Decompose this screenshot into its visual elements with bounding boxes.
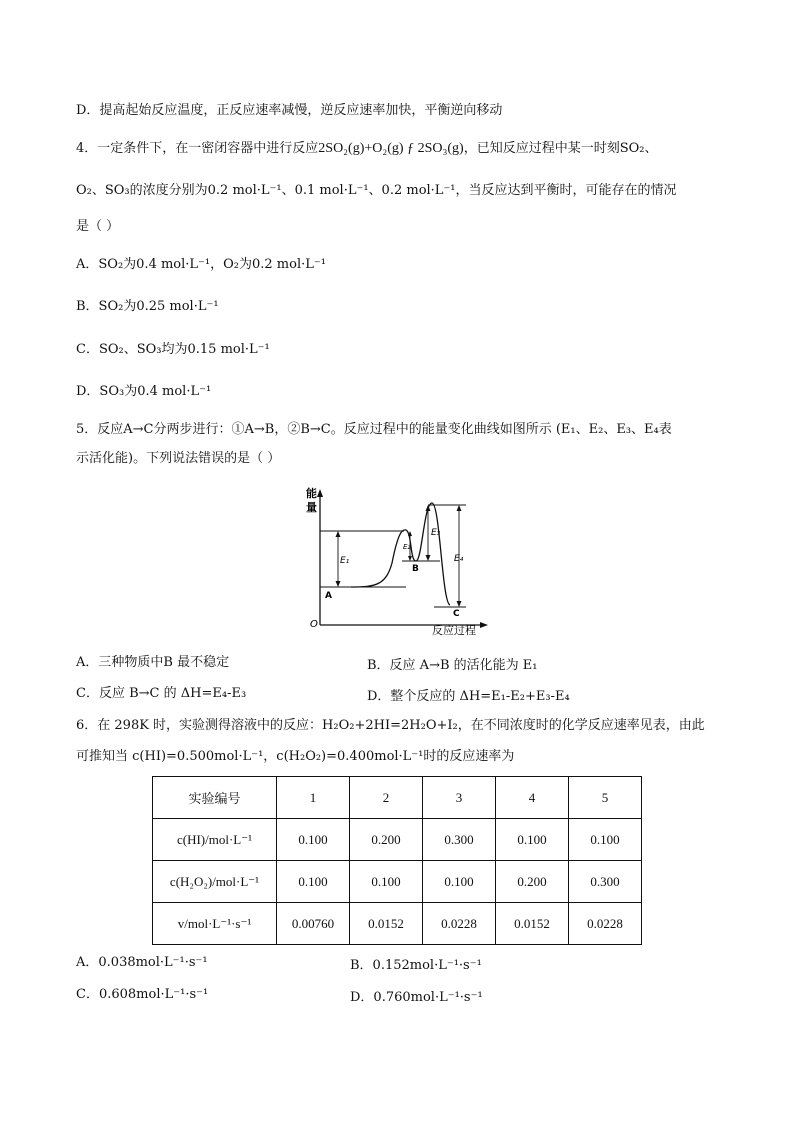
state-a-label: A bbox=[325, 591, 332, 601]
q4-option-a: A．SO₂为0.4 mol·L⁻¹，O₂为0.2 mol·L⁻¹ bbox=[76, 257, 326, 272]
table-row bbox=[153, 861, 642, 903]
table-cell: 0.0152 bbox=[350, 903, 423, 945]
table-header-cell: 1 bbox=[277, 777, 350, 819]
table-cell: 0.100 bbox=[277, 861, 350, 903]
state-b-label: B bbox=[412, 564, 419, 574]
q6-option-d: D．0.760mol·L⁻¹·s⁻¹ bbox=[350, 990, 483, 1005]
q4-stem-line-1 bbox=[76, 140, 657, 158]
table-cell: 0.300 bbox=[423, 819, 496, 861]
table-header-cell: 3 bbox=[423, 777, 496, 819]
table-cell: 0.100 bbox=[350, 861, 423, 903]
e4-label: E₄ bbox=[454, 554, 464, 564]
y-label-2: 量 bbox=[306, 501, 317, 514]
reaction-curve bbox=[351, 503, 450, 605]
q4-option-d: D．SO₃为0.4 mol·L⁻¹ bbox=[76, 384, 212, 399]
q6-stem-line-2: 可推知当 c(HI)=0.500mol·L⁻¹，c(H₂O₂)=0.400mol·L⁻¹时的反应速率为 bbox=[76, 749, 515, 764]
x-axis-arrow bbox=[480, 622, 488, 628]
energy-diagram bbox=[306, 483, 496, 639]
table-cell: 0.200 bbox=[350, 819, 423, 861]
q6-stem-line-1: 6．在 298K 时，实验测得溶液中的反应：H₂O₂+2HI=2H₂O+I₂，在不同浓度时的化学反应速率见表，由此 bbox=[76, 718, 705, 733]
rate-table bbox=[152, 776, 642, 945]
q4-option-c: C．SO₂、SO₃均为0.15 mol·L⁻¹ bbox=[76, 342, 270, 357]
table-cell: 0.0228 bbox=[423, 903, 496, 945]
table-cell: 0.0228 bbox=[569, 903, 642, 945]
q4-stem-line-2: O₂、SO₃的浓度分别为0.2 mol·L⁻¹、0.1 mol·L⁻¹、0.2 mol·L⁻¹，当反应达到平衡时，可能存在的情况 bbox=[76, 183, 677, 198]
table-cell: c(HI)/mol·L⁻¹ bbox=[153, 819, 277, 861]
q5-option-a: A．三种物质中B 最不稳定 bbox=[76, 655, 230, 670]
table-cell: c(H₂O₂)/mol·L⁻¹ bbox=[153, 861, 277, 903]
q6-option-c: C．0.608mol·L⁻¹·s⁻¹ bbox=[76, 987, 209, 1002]
q4-stem-line-3: 是（ ） bbox=[76, 219, 120, 234]
y-label-1: 能 bbox=[306, 487, 317, 500]
state-c-label: C bbox=[453, 609, 460, 619]
table-cell: 0.300 bbox=[569, 861, 642, 903]
q3-option-d: D．提高起始反应温度，正反应速率减慢，逆反应速率加快，平衡逆向移动 bbox=[76, 103, 503, 118]
table-cell: 0.100 bbox=[569, 819, 642, 861]
x-axis-label: 反应过程 bbox=[432, 624, 476, 637]
table-row bbox=[153, 819, 642, 861]
q5-stem-line-1: 5．反应A→C分两步进行：①A→B，②B→C。反应过程中的能量变化曲线如图所示 (E₁、E₂、E₃、E₄表 bbox=[76, 422, 672, 437]
table-cell: 0.100 bbox=[496, 819, 569, 861]
y-axis-arrow bbox=[317, 489, 323, 497]
origin-label: O bbox=[310, 619, 318, 630]
e2-label: E₂ bbox=[403, 543, 411, 551]
table-header-cell: 5 bbox=[569, 777, 642, 819]
table-cell: 0.100 bbox=[277, 819, 350, 861]
q4-stem-a: 4．一定条件下，在一密闭容器中进行反应 bbox=[76, 141, 319, 156]
q5-stem-line-2: 示活化能)。下列说法错误的是（ ） bbox=[76, 451, 281, 466]
q4-stem-b: ，已知反应过程中某一时刻SO₂、 bbox=[463, 141, 658, 156]
table-row bbox=[153, 903, 642, 945]
table-cell: 0.0152 bbox=[496, 903, 569, 945]
table-cell: 0.00760 bbox=[277, 903, 350, 945]
q4-equation: 2SO₂(g)+O₂(g) ƒ 2SO₃(g) bbox=[318, 141, 464, 156]
q5-option-b: B．反应 A→B 的活化能为 E₁ bbox=[367, 658, 538, 673]
table-header-cell: 实验编号 bbox=[153, 777, 277, 819]
q6-option-a: A．0.038mol·L⁻¹·s⁻¹ bbox=[76, 955, 208, 970]
table-header-row bbox=[153, 777, 642, 819]
table-cell: 0.200 bbox=[496, 861, 569, 903]
table-cell: v/mol·L⁻¹·s⁻¹ bbox=[153, 903, 277, 945]
q5-option-c: C．反应 B→C 的 ΔH=E₄-E₃ bbox=[76, 686, 247, 701]
q5-option-d: D．整个反应的 ΔH=E₁-E₂+E₃-E₄ bbox=[367, 689, 570, 704]
e1-label: E₁ bbox=[340, 556, 350, 566]
table-cell: 0.100 bbox=[423, 861, 496, 903]
table-header-cell: 2 bbox=[350, 777, 423, 819]
e3-label: E₃ bbox=[431, 528, 441, 538]
q4-option-b: B．SO₂为0.25 mol·L⁻¹ bbox=[76, 299, 219, 314]
table-header-cell: 4 bbox=[496, 777, 569, 819]
q6-option-b: B．0.152mol·L⁻¹·s⁻¹ bbox=[350, 958, 482, 973]
